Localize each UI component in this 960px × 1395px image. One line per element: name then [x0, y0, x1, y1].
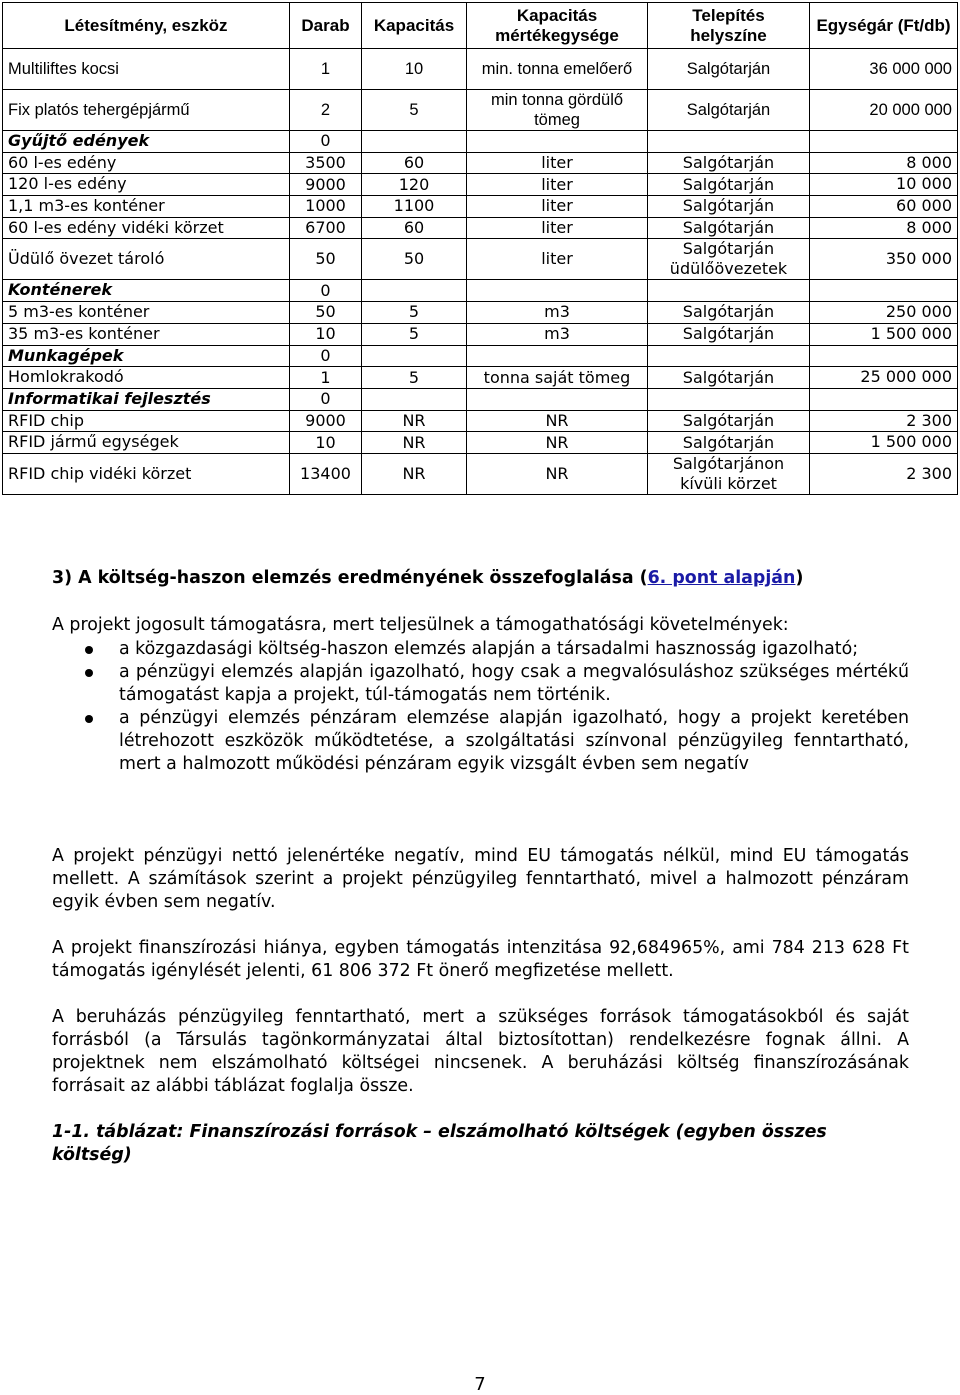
- table-cell: 60 000: [810, 196, 958, 218]
- table-cell: 8 000: [810, 217, 958, 239]
- table-cell: [810, 280, 958, 302]
- table-row: [3, 239, 958, 280]
- section-heading-suffix: ): [795, 568, 804, 588]
- table-cell: [362, 131, 467, 153]
- list-item: [52, 638, 909, 661]
- table-cell: 60 l-es edény vidéki körzet: [3, 217, 290, 239]
- table-cell: 9000: [290, 410, 362, 432]
- intro-paragraph: A projekt jogosult támogatásra, mert teljesülnek a támogathatósági követelmények:: [52, 615, 789, 635]
- table-cell: 10: [290, 323, 362, 345]
- table-cell: Üdülő övezet tároló: [3, 239, 290, 280]
- table-cell: Multiliftes kocsi: [3, 49, 290, 90]
- table-cell: Salgótarján: [648, 410, 810, 432]
- table-row: [3, 174, 958, 196]
- table-cell: Salgótarjánon kívüli körzet: [648, 453, 810, 494]
- table-cell: 5: [362, 323, 467, 345]
- table-cell: Salgótarján: [648, 196, 810, 218]
- header-cell-capacity: Kapacitás: [362, 3, 467, 49]
- table-cell: [648, 131, 810, 153]
- table-cell: Salgótarján: [648, 152, 810, 174]
- table-cell: RFID jármű egységek: [3, 432, 290, 454]
- table-cell: 1000: [290, 196, 362, 218]
- section-heading-prefix: 3) A költség-haszon elemzés eredményének összefoglalása (: [52, 568, 648, 588]
- table-cell: 1: [290, 49, 362, 90]
- section-heading-link[interactable]: 6. pont alapján: [647, 568, 796, 588]
- paragraph-npv: A projekt pénzügyi nettó jelenértéke negatív, mind EU támogatás nélkül, mind EU támogatás mellett. A számítások szerint a projekt pénzügyileg fenntartható, mivel a halmozott pénzáram egyik évben sem negatív.: [52, 846, 909, 912]
- table-cell: 10: [362, 49, 467, 90]
- list-item-text: a pénzügyi elemzés pénzáram elemzése alapján igazolható, hogy a projekt keretében létrehozott eszközök működtetése, a szolgáltatási színvonal pénzügyileg fenntartható, mert a halmozott működési pénzáram egyik vizsgált évben sem negatív: [119, 708, 909, 774]
- table-cell: [467, 131, 648, 153]
- table-cell: liter: [467, 152, 648, 174]
- table-cell: [648, 280, 810, 302]
- table-header-row: [3, 3, 958, 49]
- table-cell: m3: [467, 302, 648, 324]
- table-cell: 0: [290, 131, 362, 153]
- table-cell: 60: [362, 152, 467, 174]
- table-cell: Salgótarján: [648, 302, 810, 324]
- table-cell: m3: [467, 323, 648, 345]
- table-cell: liter: [467, 196, 648, 218]
- table-row: [3, 196, 958, 218]
- list-item: [52, 661, 909, 707]
- table-cell: 0: [290, 280, 362, 302]
- table-cell: Homlokrakodó: [3, 367, 290, 389]
- table-cell: [362, 345, 467, 367]
- table-caption: 1-1. táblázat: Finanszírozási források – elszámolható költségek (egyben összes költség): [52, 1122, 827, 1165]
- page-number: 7: [474, 1374, 486, 1395]
- table-cell: 3500: [290, 152, 362, 174]
- table-cell: [810, 131, 958, 153]
- table-category-row: [3, 280, 958, 302]
- table-cell: Salgótarján: [648, 217, 810, 239]
- table-cell: NR: [362, 432, 467, 454]
- table-cell: liter: [467, 217, 648, 239]
- section-heading: [52, 567, 909, 590]
- table-cell: 1: [290, 367, 362, 389]
- table-cell: Salgótarján: [648, 90, 810, 131]
- table-cell: [467, 280, 648, 302]
- table-cell: 8 000: [810, 152, 958, 174]
- table-cell: min. tonna emelőerő: [467, 49, 648, 90]
- header-cell-facility: Létesítmény, eszköz: [3, 3, 290, 49]
- table-cell: 250 000: [810, 302, 958, 324]
- header-cell-location: Telepítés helyszíne: [648, 3, 810, 49]
- table-cell: 13400: [290, 453, 362, 494]
- table-category-row: [3, 345, 958, 367]
- table-cell: 50: [290, 239, 362, 280]
- table-cell: [648, 345, 810, 367]
- table-cell: 0: [290, 388, 362, 410]
- table-cell: NR: [467, 432, 648, 454]
- table-cell: 2: [290, 90, 362, 131]
- table-cell: 5 m3-es konténer: [3, 302, 290, 324]
- list-item: [52, 707, 909, 776]
- table-cell: Salgótarján: [648, 49, 810, 90]
- table-row: [3, 323, 958, 345]
- table-cell: NR: [362, 410, 467, 432]
- table-cell: Salgótarján: [648, 432, 810, 454]
- table-cell: 350 000: [810, 239, 958, 280]
- table-cell: Salgótarján: [648, 323, 810, 345]
- table-cell: 36 000 000: [810, 49, 958, 90]
- table-row: [3, 152, 958, 174]
- table-cell: 60: [362, 217, 467, 239]
- table-category-row: [3, 131, 958, 153]
- table-cell: [362, 388, 467, 410]
- table-cell: 120 l-es edény: [3, 174, 290, 196]
- table-cell: [810, 345, 958, 367]
- table-cell: [467, 345, 648, 367]
- table-row: [3, 410, 958, 432]
- table-cell: Informatikai fejlesztés: [3, 388, 290, 410]
- table-cell: Munkagépek: [3, 345, 290, 367]
- table-row: [3, 49, 958, 90]
- table-cell: 35 m3-es konténer: [3, 323, 290, 345]
- header-cell-unit-price: Egységár (Ft/db): [810, 3, 958, 49]
- table-cell: [648, 388, 810, 410]
- table-cell: 6700: [290, 217, 362, 239]
- table-cell: 50: [362, 239, 467, 280]
- table-cell: 10 000: [810, 174, 958, 196]
- table-cell: 50: [290, 302, 362, 324]
- table-cell: RFID chip: [3, 410, 290, 432]
- table-cell: Fix platós tehergépjármű: [3, 90, 290, 131]
- table-cell: NR: [467, 453, 648, 494]
- table-cell: 1100: [362, 196, 467, 218]
- table-cell: 5: [362, 302, 467, 324]
- table-cell: liter: [467, 239, 648, 280]
- table-cell: 5: [362, 367, 467, 389]
- table-cell: min tonna gördülő tömeg: [467, 90, 648, 131]
- table-cell: [362, 280, 467, 302]
- table-cell: RFID chip vidéki körzet: [3, 453, 290, 494]
- list-item-text: a közgazdasági költség-haszon elemzés alapján a társadalmi hasznosság igazolható;: [119, 639, 859, 659]
- table-cell: Salgótarján: [648, 367, 810, 389]
- table-row: [3, 302, 958, 324]
- table-cell: Salgótarján: [648, 174, 810, 196]
- table-cell: 10: [290, 432, 362, 454]
- table-cell: [467, 388, 648, 410]
- table-cell: tonna saját tömeg: [467, 367, 648, 389]
- table-cell: 25 000 000: [810, 367, 958, 389]
- equipment-table: [2, 2, 958, 495]
- table-cell: NR: [467, 410, 648, 432]
- paragraph-sustainability: A beruházás pénzügyileg fenntartható, mert a szükséges források támogatásokból és saját forrásból (a Társulás tagönkormányzatai által biztosítottan) rendelkezésre fognak állni. A projektnek nem elszámolható költségei nincsenek. A beruházási költség finanszírozásának forrásait az alábbi táblázat foglalja össze.: [52, 1007, 909, 1096]
- table-row: [3, 453, 958, 494]
- table-cell: 20 000 000: [810, 90, 958, 131]
- paragraph-funding-gap: A projekt finanszírozási hiánya, egyben támogatás intenzitása 92,684965%, ami 784 213 628 Ft támogatás igénylését jelenti, 61 806 372 Ft önerő megfizetése mellett.: [52, 938, 909, 981]
- bullet-icon: [85, 646, 93, 654]
- table-row: [3, 90, 958, 131]
- table-cell: 5: [362, 90, 467, 131]
- table-row: [3, 367, 958, 389]
- table-cell: NR: [362, 453, 467, 494]
- table-cell: Gyűjtő edények: [3, 131, 290, 153]
- bullet-icon: [85, 669, 93, 677]
- table-cell: 2 300: [810, 410, 958, 432]
- table-cell: Konténerek: [3, 280, 290, 302]
- table-row: [3, 217, 958, 239]
- requirements-list-wrapper: [52, 638, 909, 776]
- table-cell: 60 l-es edény: [3, 152, 290, 174]
- table-cell: [810, 388, 958, 410]
- table-cell: 1 500 000: [810, 323, 958, 345]
- table-cell: 0: [290, 345, 362, 367]
- table-cell: 9000: [290, 174, 362, 196]
- table-cell: 120: [362, 174, 467, 196]
- table-row: [3, 432, 958, 454]
- bullet-icon: [85, 715, 93, 723]
- table-cell: 1,1 m3-es konténer: [3, 196, 290, 218]
- table-cell: 1 500 000: [810, 432, 958, 454]
- table-cell: Salgótarján üdülőövezetek: [648, 239, 810, 280]
- table-cell: 2 300: [810, 453, 958, 494]
- list-item-text: a pénzügyi elemzés alapján igazolható, hogy csak a megvalósuláshoz szükséges mértékű támogatást kapja a projekt, túl-támogatás nem történik.: [119, 662, 909, 705]
- table-category-row: [3, 388, 958, 410]
- requirements-list: [52, 638, 909, 776]
- header-cell-capacity-unit: Kapacitás mértékegysége: [467, 3, 648, 49]
- header-cell-count: Darab: [290, 3, 362, 49]
- table-cell: liter: [467, 174, 648, 196]
